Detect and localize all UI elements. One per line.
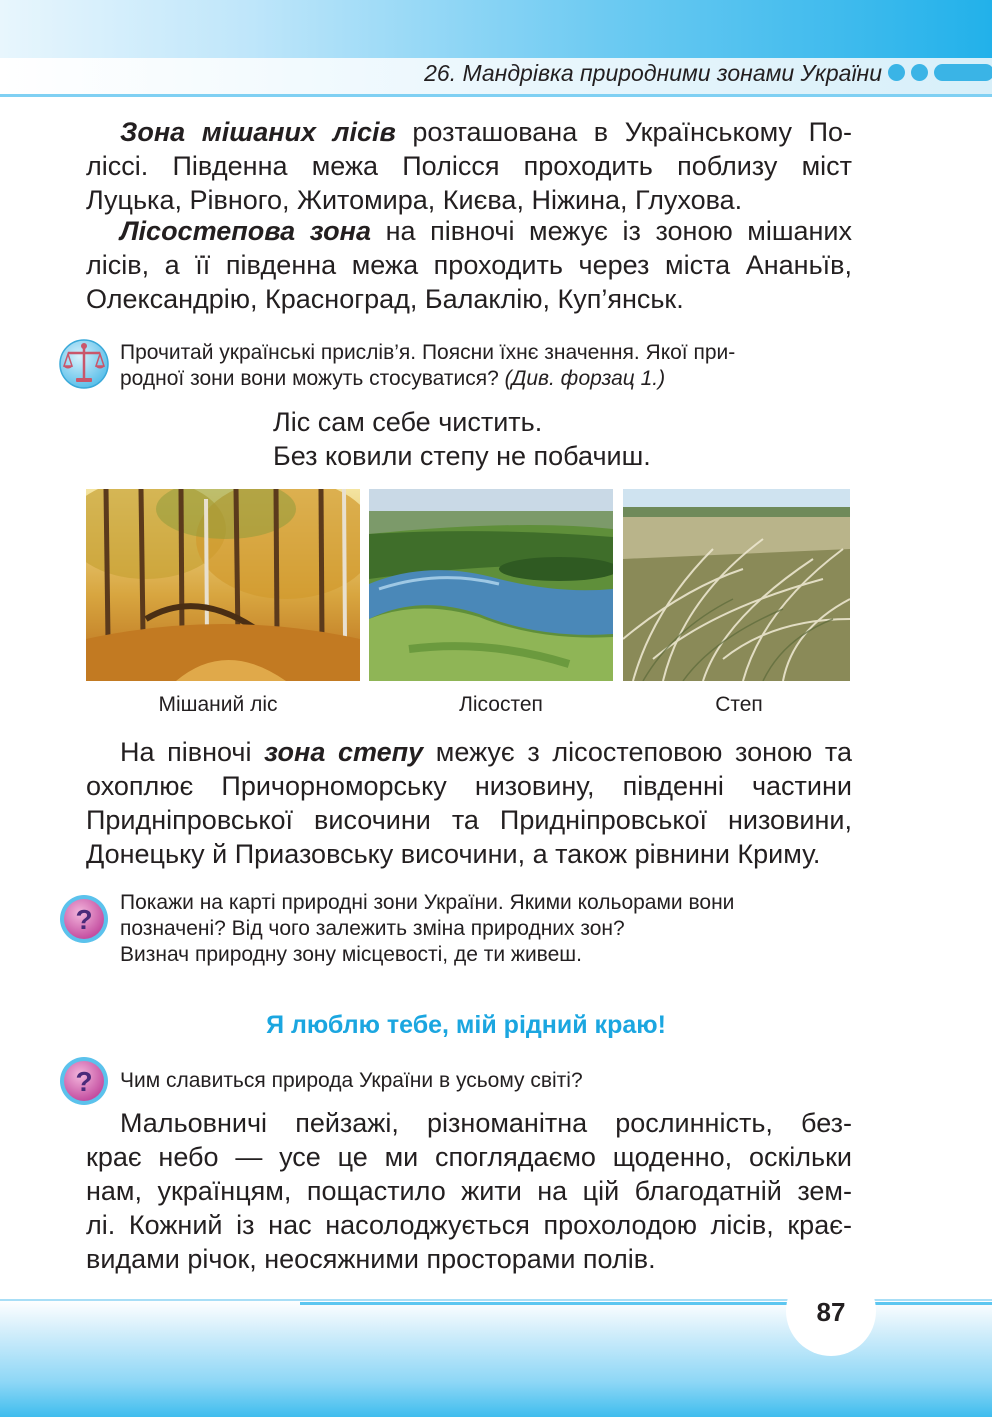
text-line: охоплює Причорноморську низовину, південні частини [86,771,852,801]
text-line: Луцька, Рівного, Житомира, Києва, Ніжина, Глухова. [86,185,743,215]
term-forest-steppe: Лісостепова зона [120,216,372,246]
page-number: 87 [786,1266,876,1356]
task-map [120,890,855,968]
task-line: Визнач природну зону місцевості, де ти живеш. [120,943,582,966]
photo-steppe [623,489,850,681]
text-line [86,735,852,769]
text-fragment: розташована в Українському По- [395,117,852,147]
text-fragment: межує з лісостеповою зоною та [423,737,852,767]
term-mixed-forest: Зона мішаних лісів [120,117,396,147]
photo-caption: Лісостеп [459,693,543,716]
text-line: Мальовничі пейзажі, різноманітна рослинність, без- [120,1108,852,1138]
task-line [120,366,855,392]
text-line: Придніпровської височини та Придніпровської низовини, [86,805,852,835]
header-decoration [888,64,992,82]
section-heading: Я люблю тебе, мій рідний краю! [266,1011,666,1039]
text-line: крає небо — усе це ми споглядаємо щоденно, оскільки [86,1142,852,1172]
paragraph-mixed-forest [86,115,852,217]
text-line: нам, українцям, пощастило жити на цій благодатній зем- [86,1176,852,1206]
task-line: Покажи на карті природні зони України. Якими кольорами вони [120,891,735,914]
task-line: Чим славиться природа України в усьому світі? [120,1069,583,1092]
text-line: Олександрію, Красноград, Балаклію, Куп’янськ. [86,284,684,314]
question-icon [58,893,110,945]
question-icon [58,1055,110,1107]
header-divider [0,94,992,97]
text-fragment: родної зони вони можуть стосуватися? [120,367,505,390]
task-line: позначені? Від чого залежить зміна природних зон? [120,917,625,940]
task-proverbs [120,340,855,392]
term-steppe: зона степу [264,737,424,767]
photo-mixed-forest [86,489,360,681]
text-line [86,115,852,149]
text-line: видами річок, неосяжними просторами полів. [86,1244,656,1274]
paragraph-native-land [86,1106,852,1276]
paragraph-forest-steppe [86,214,852,316]
paragraph-steppe [86,735,852,871]
proverb: Без ковили степу не побачиш. [273,441,651,471]
chapter-title: 26. Мандрівка природними зонами України [424,60,882,86]
proverb: Ліс сам себе чистить. [273,407,543,437]
text-line [86,214,852,248]
task-line: Прочитай українські прислів’я. Поясни їхнє значення. Якої при- [120,341,736,364]
header-band [0,0,992,58]
task-fame [120,1068,855,1094]
text-line: лісів, а її південна межа проходить через міста Ананьїв, [86,250,852,280]
photo-caption: Мішаний ліс [158,693,278,716]
text-line: Донецьку й Приазовську височини, а також рівнини Криму. [86,839,821,869]
text-fragment: на півночі межує із зоною мішаних [371,216,853,246]
photo-forest-steppe [369,489,613,681]
text-fragment: На півночі [120,737,265,767]
photo-caption: Степ [715,693,763,716]
scales-icon [58,338,110,390]
text-line: ліссі. Південна межа Полісся проходить поблизу міст [86,151,852,181]
reference-note: (Див. форзац 1.) [504,367,666,390]
decor-dot [911,64,928,81]
decor-pill [934,64,992,81]
text-line: лі. Кожний із нас насолоджується прохолодою лісів, крає- [86,1210,852,1240]
svg-text:?: ? [75,904,93,935]
svg-text:?: ? [75,1066,93,1097]
decor-dot [888,64,905,81]
